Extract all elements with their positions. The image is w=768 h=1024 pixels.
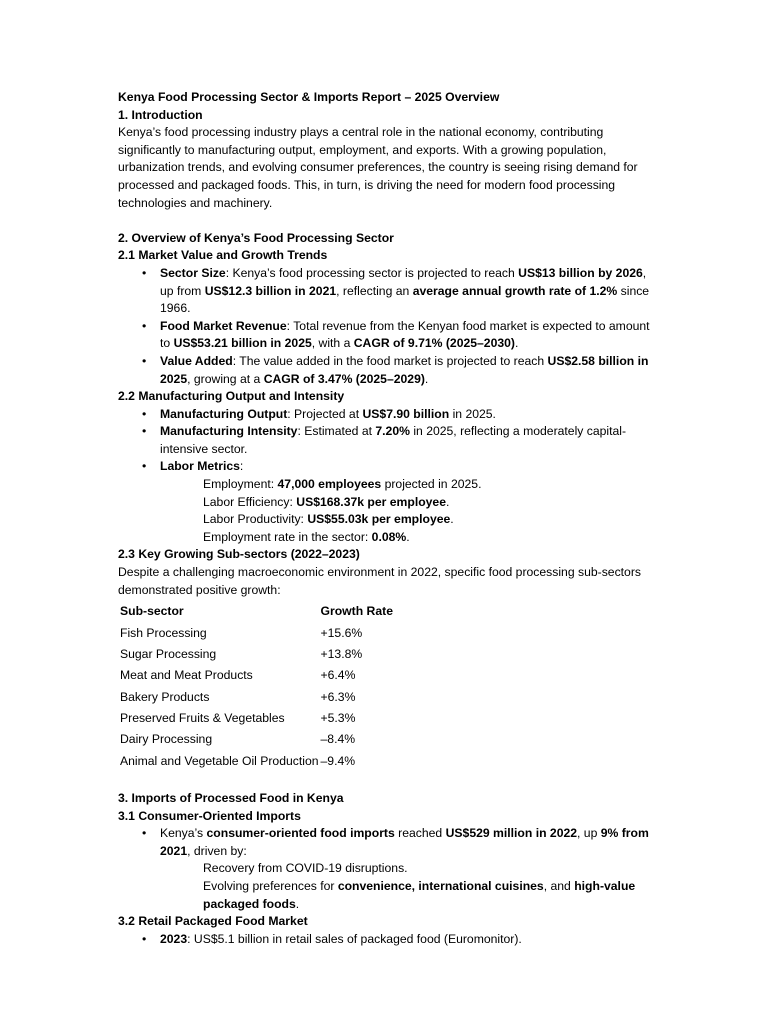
text-run: Employment:	[203, 477, 278, 492]
text-run: Kenya’s	[160, 826, 207, 841]
bullet-label: Value Added	[160, 353, 233, 368]
table-row	[118, 687, 393, 708]
highlight-value: US$53.21 billion in 2025	[173, 336, 312, 351]
driver-preferences	[118, 878, 658, 913]
market-value-list	[118, 265, 658, 388]
text-run: .	[295, 896, 300, 911]
highlight-value: convenience, international cuisines	[337, 878, 544, 893]
highlight-value: US$12.3 billion in 2021	[204, 283, 337, 298]
consumer-imports-heading: 3.1 Consumer-Oriented Imports	[118, 808, 301, 823]
list-item	[118, 931, 658, 949]
text-run: , growing at a	[187, 371, 264, 386]
text-run: in 2025.	[449, 406, 496, 421]
cell-growth-rate: –9.4%	[320, 753, 356, 768]
cell-growth-rate: –8.4%	[320, 732, 356, 747]
cell-growth-rate: +6.4%	[320, 668, 356, 683]
table-row	[118, 730, 393, 751]
text-run: reached	[394, 826, 446, 841]
list-item	[118, 265, 658, 318]
column-header-growth-rate: Growth Rate	[320, 604, 393, 619]
table-row	[118, 644, 393, 665]
column-header-subsector: Sub-sector	[120, 604, 184, 619]
list-item	[118, 458, 658, 476]
highlight-value: 7.20%	[375, 424, 410, 439]
text-run: Labor Productivity:	[203, 512, 308, 527]
text-run: : Kenya’s food processing sector is projected to reach	[225, 265, 519, 280]
intro-heading: 1. Introduction	[118, 107, 203, 122]
text-run: , up from	[160, 265, 647, 298]
text-run: .	[514, 336, 519, 351]
cell-subsector: Preserved Fruits & Vegetables	[120, 711, 285, 726]
highlight-value: US$55.03k per employee	[307, 512, 451, 527]
manufacturing-list	[118, 406, 658, 476]
text-run: , and	[543, 878, 575, 893]
highlight-value: US$168.37k per employee	[296, 494, 446, 509]
overview-heading: 2. Overview of Kenya’s Food Processing Sector	[118, 230, 394, 245]
cell-growth-rate: +5.3%	[320, 711, 356, 726]
list-item	[118, 406, 658, 424]
highlight-value: high-value packaged foods	[203, 878, 636, 911]
text-run: in 2025, reflecting a moderately capital-intensive sector.	[160, 424, 627, 456]
text-run: , up	[577, 826, 601, 841]
spacer	[118, 772, 658, 790]
bullet-label: Manufacturing Output	[160, 406, 288, 421]
text-run: projected in 2025.	[381, 477, 482, 492]
bullet-icon: •	[142, 931, 147, 946]
subsector-growth-table	[118, 601, 393, 772]
subsectors-paragraph: Despite a challenging macroeconomic environment in 2022, specific food processing sub-sectors demonstrated positive growth:	[118, 565, 641, 597]
bullet-label: Labor Metrics	[160, 459, 240, 474]
text-run: :	[239, 459, 244, 474]
cell-subsector: Fish Processing	[120, 625, 207, 640]
market-value-heading: 2.1 Market Value and Growth Trends	[118, 248, 328, 263]
text-run: .	[450, 512, 454, 527]
text-run: : Total revenue from the Kenyan food market is expected to amount to	[160, 318, 650, 351]
labor-efficiency	[118, 494, 658, 512]
labor-employment	[118, 476, 658, 494]
bullet-icon: •	[142, 353, 147, 368]
text-run: Evolving preferences for	[203, 878, 338, 893]
labor-employment-rate	[118, 529, 658, 547]
document-body	[118, 89, 658, 948]
cell-subsector: Animal and Vegetable Oil Production	[120, 753, 319, 768]
spacer	[118, 212, 658, 230]
highlight-value: average annual growth rate of 1.2%	[412, 283, 618, 298]
bullet-icon: •	[142, 826, 147, 841]
highlight-value: 47,000 employees	[277, 477, 382, 492]
bullet-icon: •	[142, 265, 147, 280]
text-run: : US$5.1 billion in retail sales of packaged food (Euromonitor).	[187, 931, 522, 946]
text-run: .	[446, 494, 450, 509]
bullet-label: Sector Size	[160, 265, 226, 280]
highlight-value: CAGR of 3.47% (2025–2029)	[263, 371, 425, 386]
table-row	[118, 751, 393, 772]
cell-subsector: Dairy Processing	[120, 732, 213, 747]
list-item	[118, 318, 658, 353]
highlight-value: consumer-oriented food imports	[206, 826, 395, 841]
document-title: Kenya Food Processing Sector & Imports Report – 2025 Overview	[118, 90, 500, 104]
cell-growth-rate: +6.3%	[320, 689, 356, 704]
retail-packaged-list	[118, 931, 658, 949]
highlight-value: US$7.90 billion	[362, 406, 450, 421]
bullet-icon: •	[142, 459, 147, 474]
manufacturing-heading: 2.2 Manufacturing Output and Intensity	[118, 389, 345, 404]
table-row	[118, 708, 393, 729]
cell-subsector: Bakery Products	[120, 689, 210, 704]
bullet-label: 2023	[160, 931, 188, 946]
highlight-value: US$2.58 billion in 2025	[160, 353, 649, 386]
text-run: : Estimated at	[297, 424, 376, 439]
text-run: , driven by:	[187, 843, 247, 858]
list-item	[118, 423, 658, 458]
consumer-imports-list	[118, 825, 658, 860]
retail-packaged-heading: 3.2 Retail Packaged Food Market	[118, 914, 308, 929]
highlight-value: 9% from 2021	[160, 826, 649, 858]
highlight-value: US$13 billion by 2026	[518, 265, 643, 280]
table-row	[118, 623, 393, 644]
intro-paragraph: Kenya’s food processing industry plays a central role in the national economy, contributing significantly to manufacturing output, employment, and exports. With a growing population, urbanization trends, and evolving consumer preferences, the country is seeing rising demand for processed and packaged foods. This, in turn, is driving the need for modern food processing technologies and machinery.	[118, 125, 638, 210]
bullet-icon: •	[142, 424, 147, 439]
highlight-value: US$529 million in 2022	[445, 826, 578, 841]
subsectors-heading: 2.3 Key Growing Sub-sectors (2022–2023)	[118, 547, 360, 562]
text-run: , reflecting an	[336, 283, 413, 298]
list-item	[118, 353, 658, 388]
text-run: Employment rate in the sector:	[203, 529, 372, 544]
text-run: .	[406, 529, 410, 544]
text-run: Labor Efficiency:	[203, 494, 297, 509]
text-run: , with a	[311, 336, 354, 351]
bullet-icon: •	[142, 318, 147, 333]
list-item	[118, 825, 658, 860]
table-header-row	[118, 601, 393, 622]
table-row	[118, 665, 393, 686]
cell-growth-rate: +13.8%	[320, 646, 363, 661]
driver-covid-recovery: Recovery from COVID-19 disruptions.	[203, 861, 408, 876]
cell-growth-rate: +15.6%	[320, 625, 363, 640]
text-run: : The value added in the food market is projected to reach	[232, 353, 548, 368]
bullet-label: Food Market Revenue	[160, 318, 287, 333]
cell-subsector: Sugar Processing	[120, 646, 217, 661]
imports-heading: 3. Imports of Processed Food in Kenya	[118, 790, 344, 805]
bullet-label: Manufacturing Intensity	[160, 424, 298, 439]
text-run: .	[424, 371, 429, 386]
text-run: since 1966.	[160, 283, 650, 316]
cell-subsector: Meat and Meat Products	[120, 668, 253, 683]
highlight-value: 0.08%	[371, 529, 407, 544]
bullet-icon: •	[142, 406, 147, 421]
labor-productivity	[118, 511, 658, 529]
text-run: : Projected at	[287, 406, 363, 421]
highlight-value: CAGR of 9.71% (2025–2030)	[353, 336, 515, 351]
